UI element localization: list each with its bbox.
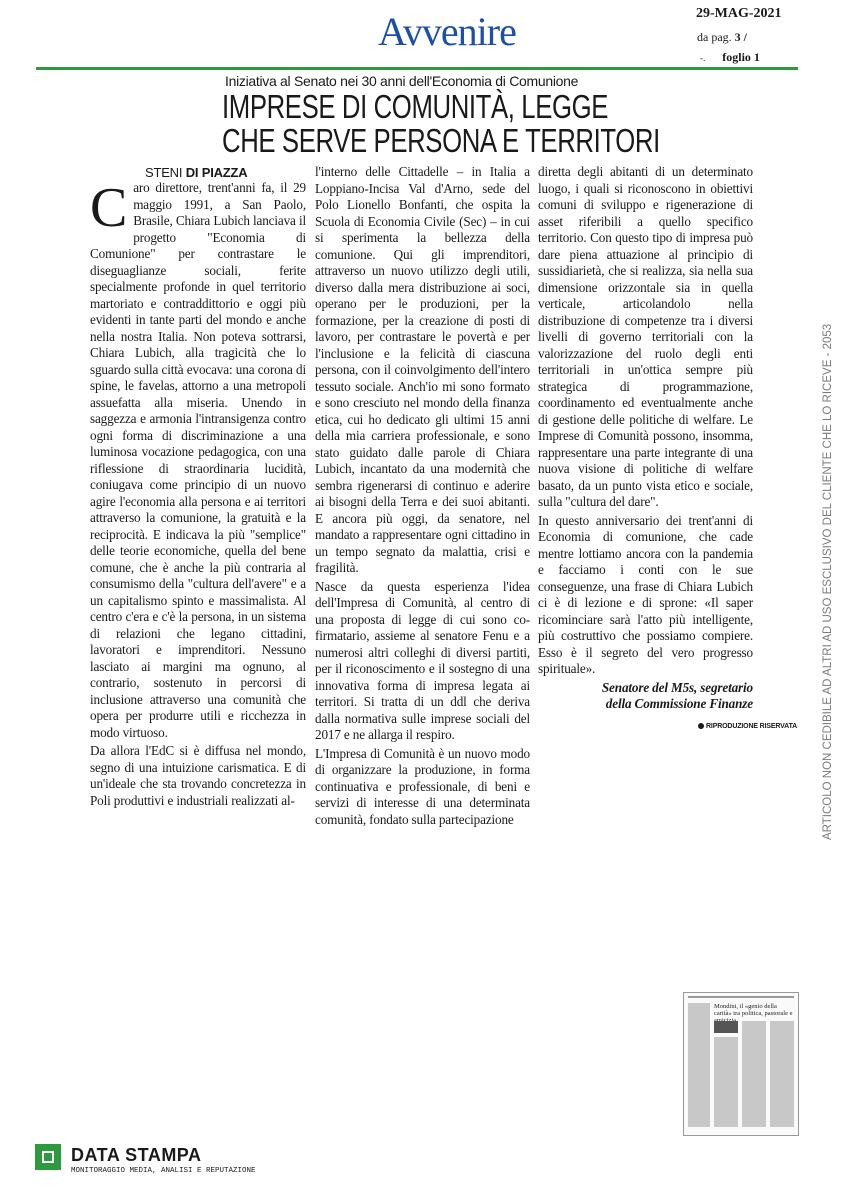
- thumbnail-column: [714, 1037, 738, 1127]
- thumbnail-column: [688, 1003, 710, 1127]
- copyright-text: RIPRODUZIONE RISERVATA: [706, 722, 798, 730]
- drop-cap: C: [90, 177, 128, 239]
- paragraph: Da allora l'EdC si è diffusa nel mondo, segno di una intuizione carismatica. E di un'ideale che sta trovando concretezza in Poli produttivi e industriali realizzati al-: [90, 743, 306, 808]
- thumbnail-title: Mondini, il «genio della carità» tra politica, pastorale e: [714, 1003, 793, 1017]
- copyright-icon: [698, 723, 704, 729]
- thumbnail-column: [742, 1021, 766, 1127]
- copyright-notice: [698, 719, 798, 736]
- masthead-logo: Avvenire: [378, 9, 516, 54]
- article-column-2: [315, 164, 530, 828]
- author-signature: [538, 680, 753, 713]
- paragraph-text: aro direttore, trent'anni fa, il 29 maggio 1991, a San Paolo, Brasile, Chiara Lubich lanciava il progetto "Economia di Comunione" per contrastare le diseguaglianze sociali, ferite specialmente profonde in quel territorio martoriato e contraddittorio e oggi più evidenti in tante parti del mondo e anche nella nostra Italia. Non poteva sottrarsi, Chiara Lubich, alla tragicità che lo sguardo sulla città evocava: una corona di spine, le favelas, attorno a una metropoli assuefatta alla miseria. Unendo in saggezza e armonia l'intransigenza contro ogni forma di discriminazione a una luminosa vocazione pedagogica, con una riflessione di straordinaria lucidità, coniugava come principio di un nuovo agire l'economia alla persona e ai territori attraverso la comunione, la gratuità e la reciprocità. E indicava la più "semplice" delle teorie economiche, quella del bene comune, che è anche la più contraria al consumismo della "cultura dell'avere" e a un capitalismo spinto e massimalista. Al centro c'era e c'è la persona, in un sistema di relazioni che legano cittadini, lavoratori e imprenditori. Nessuno lasciato ai margini ma ognuno, al contrario, sostenuto in percorsi di inclusione attraverso una comunità che opera per produrre utili e ricchezza in modo virtuoso.: [90, 180, 306, 740]
- thumbnail-column: [770, 1021, 794, 1127]
- byline-first-name: STENI: [145, 165, 183, 180]
- kicker: Iniziativa al Senato nei 30 anni dell'Economia di Comunione: [225, 73, 579, 89]
- vertical-disclaimer: ARTICOLO NON CEDIBILE AD ALTRI AD USO ESCLUSIVO DEL CLIENTE CHE LO RICEVE - 2053: [822, 323, 834, 840]
- headline-line-1: IMPRESE DI COMUNITÀ, LEGGE: [222, 88, 609, 125]
- paragraph: l'interno delle Cittadelle – in Italia a Loppiano-Incisa Val d'Arno, sede del Polo Lionello Bonfanti, che ospita la Scuola di Economia Civile (Sec) – in cui si sperimenta la bellezza della comunione. Qui gli imprenditori, attraverso un nuovo utilizzo degli utili, diverso dalla mera distribuzione ai soci, operano per le produzioni, per la formazione, per la creazione di posti di lavoro, per contrastare le povertà e per l'inclusione e la felicità di ciascuna persona, con il coinvolgimento dell'intero tessuto sociale. Anch'io mi sono formato e sono cresciuto nel mondo della finanza etica, cui ho dedicato gli ultimi 15 anni della mia carriera professionale, e sono stato guidato dalle parole di Chiara Lubich, incantato da una modernità che sembra rigenerarsi di continuo e aderire ai bisogni della Terra e dei suoi abitanti. E ancora più oggi, da senatore, nel mandato a rappresentare ogni cittadino in un tempo segnato da malattia, crisi e fragilità.: [315, 164, 530, 575]
- thumbnail-header: [688, 996, 794, 998]
- folio: [700, 50, 760, 65]
- page-ref-number: 3 /: [734, 30, 747, 44]
- folio-label: foglio 1: [722, 50, 760, 64]
- page-thumbnail: [683, 992, 799, 1136]
- header-rule: [36, 67, 798, 70]
- article-column-1: [90, 177, 306, 809]
- paragraph: In questo anniversario dei trent'anni di Economia di comunione, che cade mentre lottiamo ancora con la pandemia e facciamo i conti con le sue conseguenze, una frase di Chiara Lubich ci è di lezione e di sprone: «Il saper ricominciare sarà l'atto più intelligente, più costruttivo che possiamo compiere. Esso è il segreto del vero progresso spirituale».: [538, 512, 753, 676]
- logo-mark-icon: [35, 1144, 61, 1170]
- paragraph: L'Impresa di Comunità è un nuovo modo di organizzare la produzione, in forma continuativa e professionale, di beni e servizi di interesse di una determinata comunità, fondato sulla partecipazione: [315, 745, 530, 827]
- paragraph: Nasce da questa esperienza l'idea dell'Impresa di Comunità, al centro di una proposta di legge di cui sono co-firmatario, assieme al senatore Fenu e a numerosi altri colleghi di diversi partiti, per il riconoscimento e il sostegno di una innovativa forma di impresa legata ai territori. Si tratta di un ddl che deriva dalla normativa sulle imprese sociali del 2017 e ne allarga il respiro.: [315, 578, 530, 742]
- article-column-3: [538, 164, 798, 735]
- paragraph: diretta degli abitanti di un determinato luogo, i quali si riconoscono in obiettivi comuni di sviluppo e rigenerazione di asset riferibili a quello specifico territorio. Con questo tipo di impresa può dare piena attuazione al principio di sussidiarietà, che si realizza, sia nella sua dimensione orizzontale sia in quella verticale, articolandolo nella distribuzione di competenze tra i diversi livelli di governo territoriali con la valorizzazione del ruolo degli enti territoriali in un'ottica sempre più strategica di programmazione, coordinamento ed eventualmente anche di gestione delle politiche di welfare. Le Imprese di Comunità possono, insomma, rappresentare una parte integrante di una nuova visione di politiche di welfare basato, da un punto vista etico e sociale, sulla "cultura del dare".: [538, 164, 753, 509]
- thumbnail-photo: [714, 1021, 738, 1033]
- signature-line-1: Senatore del M5s, segretario: [601, 679, 753, 695]
- headline-line-2: CHE SERVE PERSONA E TERRITORI: [222, 122, 660, 159]
- page-ref-prefix: da pag.: [697, 30, 732, 44]
- folio-mark: -.: [700, 53, 706, 63]
- paragraph: [90, 177, 306, 741]
- byline-last-name: DI PIAZZA: [185, 165, 248, 180]
- logo-tagline: MONITORAGGIO MEDIA, ANALISI E REPUTAZIONE: [71, 1167, 256, 1175]
- publication-date: 29-MAG-2021: [696, 6, 782, 21]
- byline: [145, 165, 247, 180]
- signature-line-2: della Commissione Finanze: [605, 696, 753, 711]
- page-reference: [697, 30, 747, 45]
- headline: [222, 88, 660, 159]
- logo-name: DATA STAMPA: [71, 1145, 202, 1165]
